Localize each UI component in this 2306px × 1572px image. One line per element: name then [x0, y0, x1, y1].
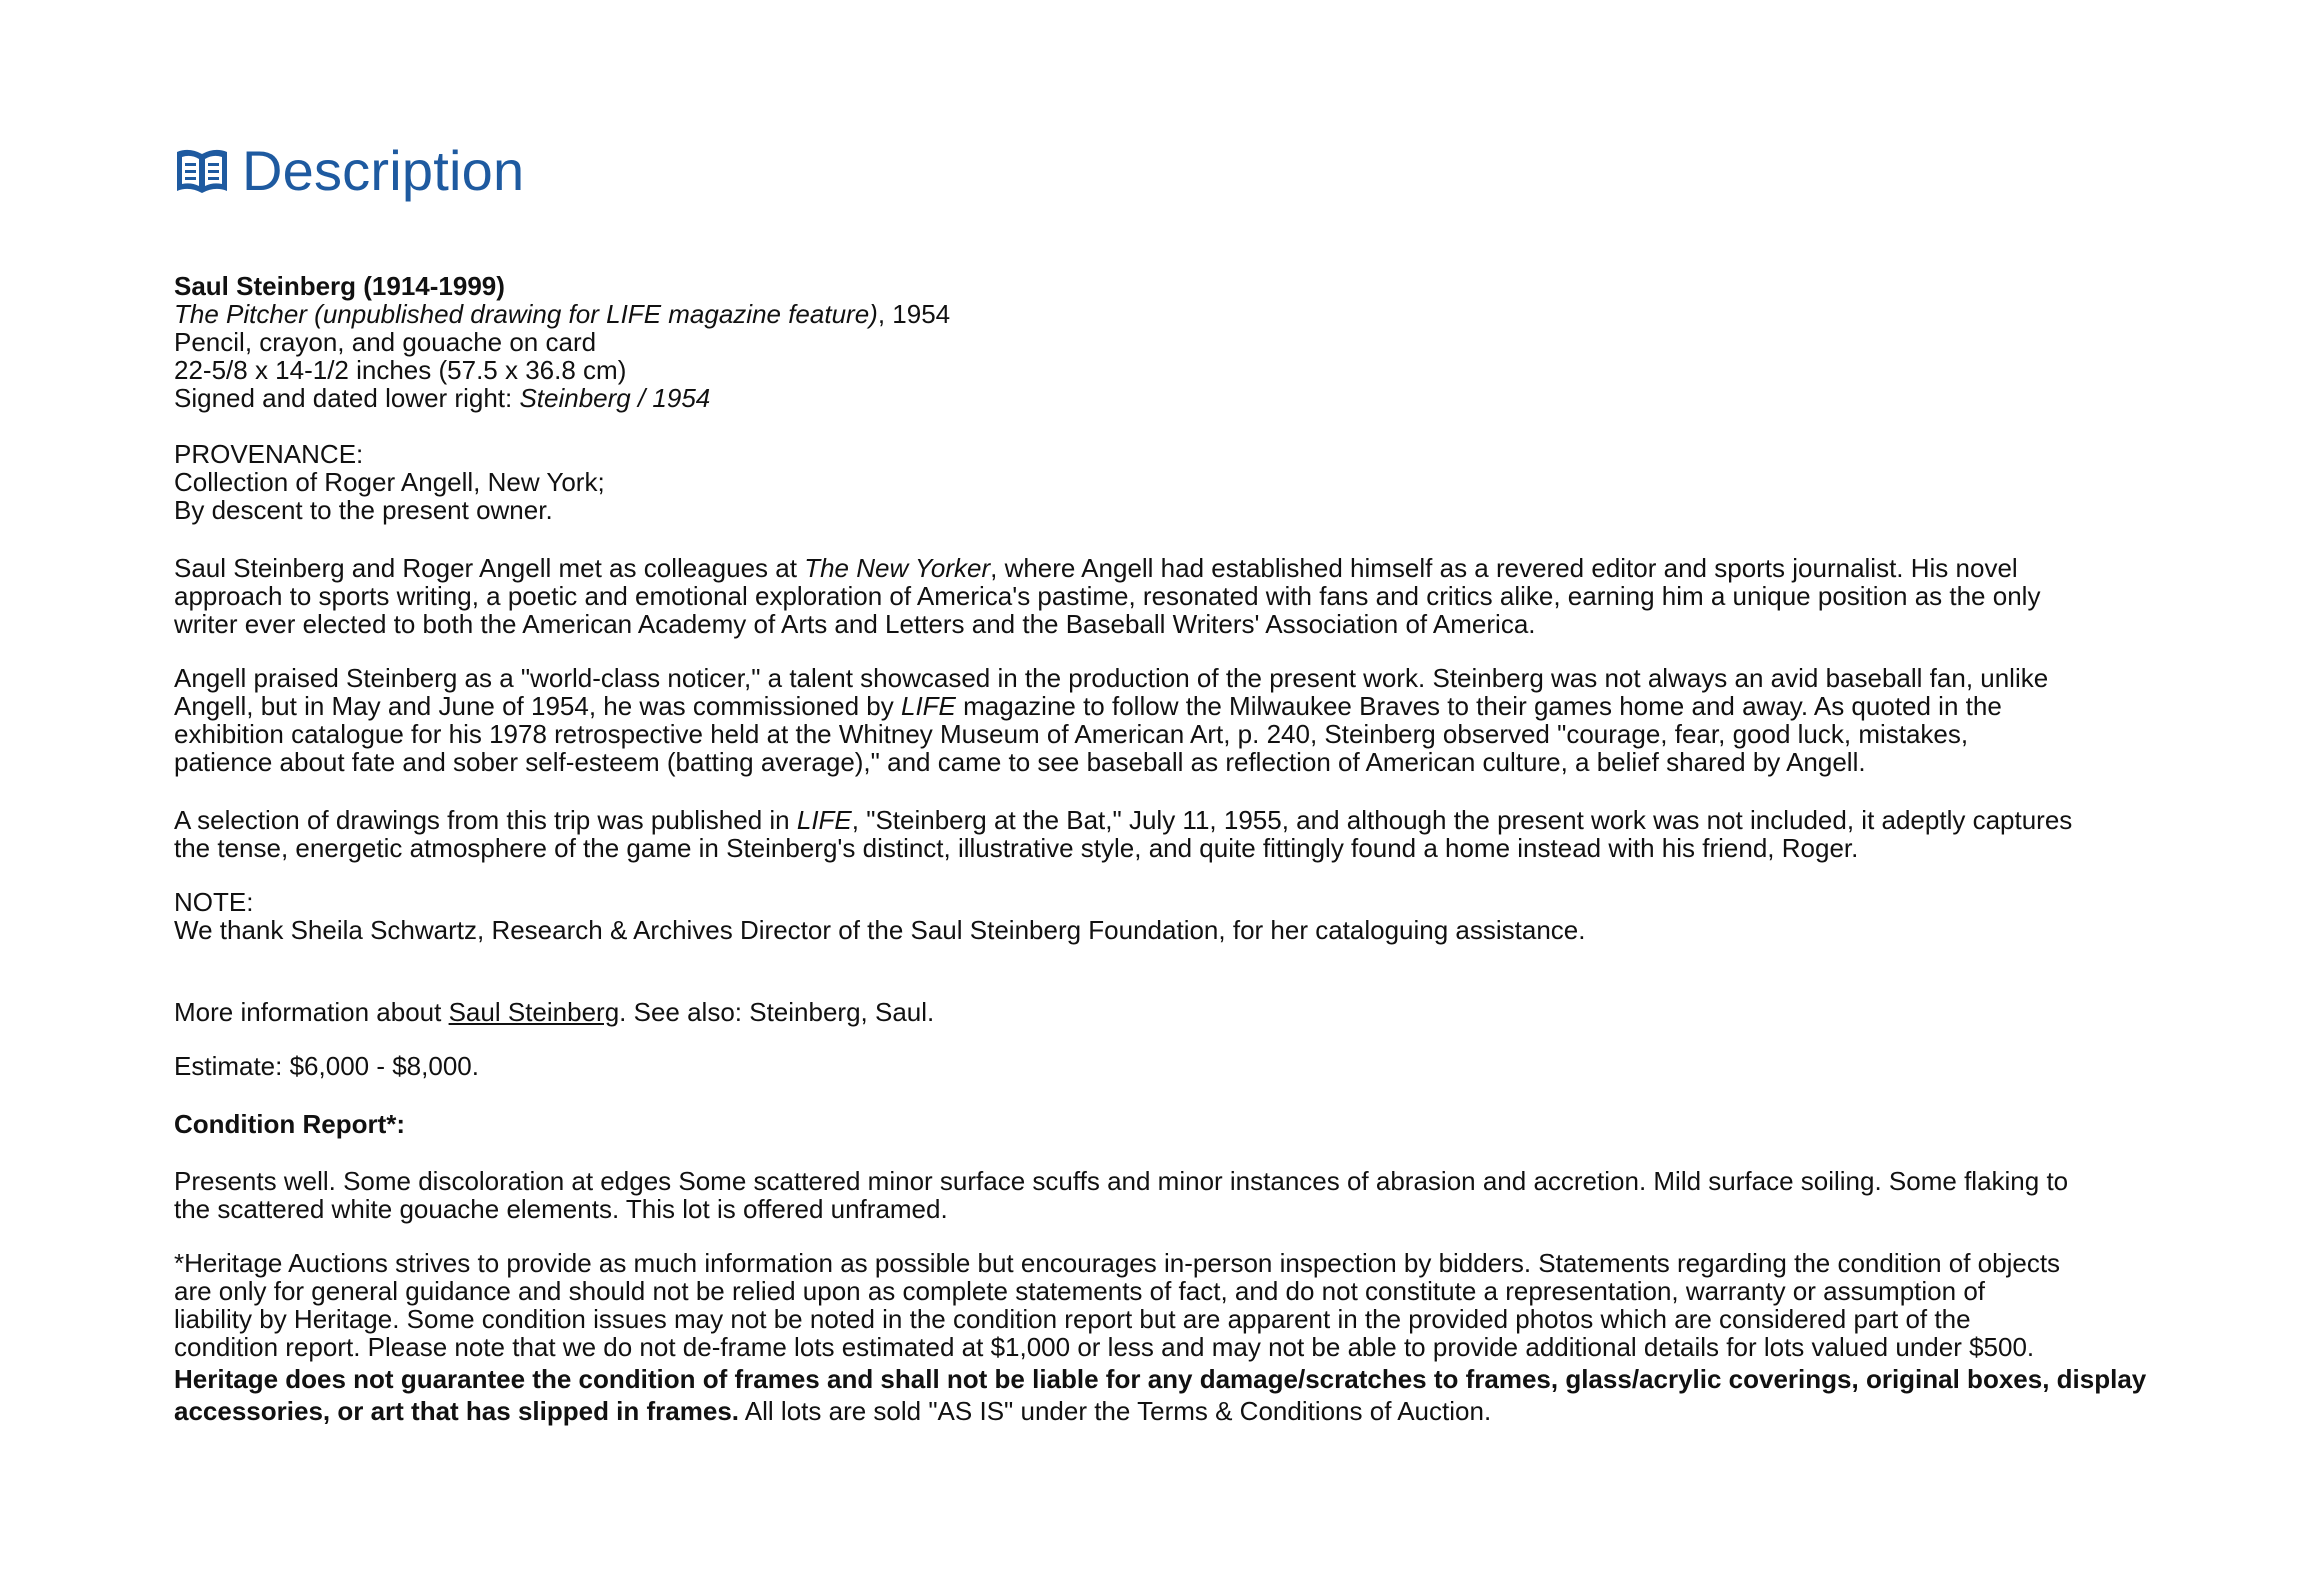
condition-heading-block [174, 1110, 2174, 1138]
disclaimer-text: All lots are sold "AS IS" under the Terms & Conditions of Auction. [739, 1396, 1492, 1426]
provenance-heading: PROVENANCE: [174, 439, 364, 469]
essay-line: writer ever elected to both the American Academy of Arts and Letters and the Baseball Writers' Association of America. [174, 609, 1536, 639]
section-title: Description [242, 139, 525, 202]
essay-line [174, 554, 2174, 582]
essay-line [174, 692, 2174, 720]
essay-line: approach to sports writing, a poetic and emotional exploration of America's pastime, resonated with fans and critics alike, earning him a unique position as the only [174, 581, 2041, 611]
essay-line [174, 806, 2174, 834]
condition-line: Presents well. Some discoloration at edges Some scattered minor surface scuffs and minor instances of abrasion and accretion. Mild surface soiling. Some flaking to [174, 1166, 2069, 1196]
description-section [174, 138, 2174, 1425]
publication-title: The New Yorker [804, 553, 991, 583]
section-header [174, 138, 2174, 204]
disclaimer-line: condition report. Please note that we do not de-frame lots estimated at $1,000 or less and may not be able to provide additional details for lots valued under $500. [174, 1332, 2035, 1362]
essay-text: Angell, but in May and June of 1954, he was commissioned by [174, 691, 901, 721]
condition-text [174, 1167, 2174, 1223]
disclaimer-line [174, 1397, 2174, 1425]
book-open-icon [174, 143, 230, 199]
condition-line: the scattered white gouache elements. This lot is offered unframed. [174, 1194, 948, 1224]
artwork-year: , 1954 [877, 299, 951, 329]
signature-label: Signed and dated lower right: [174, 383, 520, 413]
artwork-title: The Pitcher (unpublished drawing for LIFE magazine feature) [174, 299, 878, 329]
artist-name: Saul Steinberg (1914-1999) [174, 271, 505, 301]
more-info-line [174, 998, 2174, 1026]
essay-paragraph-3 [174, 806, 2174, 862]
provenance-line: Collection of Roger Angell, New York; [174, 467, 605, 497]
artist-link[interactable]: Saul Steinberg [448, 997, 620, 1027]
essay-text: , "Steinberg at the Bat," July 11, 1955, and although the present work was not included, it adeptly captures [851, 805, 2073, 835]
essay-line: the tense, energetic atmosphere of the game in Steinberg's distinct, illustrative style, and quite fittingly found a home instead with his friend, Roger. [174, 833, 1859, 863]
disclaimer-line: liability by Heritage. Some condition issues may not be noted in the condition report but are apparent in the provided photos which are considered part of the [174, 1304, 1971, 1334]
description-body [174, 272, 2174, 1425]
disclaimer-line: are only for general guidance and should not be relied upon as complete statements of fact, and do not constitute a representation, warranty or assumption of [174, 1276, 1985, 1306]
publication-title: LIFE [796, 805, 852, 835]
essay-text: A selection of drawings from this trip was published in [174, 805, 797, 835]
more-info-prefix: More information about [174, 997, 449, 1027]
artwork-details [174, 272, 2174, 412]
provenance-block [174, 440, 2174, 524]
artwork-signature-line [174, 384, 2174, 412]
note-text: We thank Sheila Schwartz, Research & Archives Director of the Saul Steinberg Foundation, for her cataloguing assistance. [174, 915, 1586, 945]
artwork-medium: Pencil, crayon, and gouache on card [174, 327, 597, 357]
artwork-dimensions: 22-5/8 x 14-1/2 inches (57.5 x 36.8 cm) [174, 355, 627, 385]
essay-text: magazine to follow the Milwaukee Braves to their games home and away. As quoted in the [955, 691, 2002, 721]
disclaimer-bold-line: Heritage does not guarantee the condition of frames and shall not be liable for any damage/scratches to frames, glass/acrylic coverings, original boxes, display [174, 1364, 2147, 1394]
artwork-title-line [174, 300, 2174, 328]
signature-text: Steinberg / 1954 [519, 383, 711, 413]
estimate-text: Estimate: $6,000 - $8,000. [174, 1051, 479, 1081]
note-block [174, 888, 2174, 944]
note-heading: NOTE: [174, 887, 254, 917]
essay-paragraph-1 [174, 554, 2174, 638]
essay-text: Saul Steinberg and Roger Angell met as colleagues at [174, 553, 805, 583]
essay-line: exhibition catalogue for his 1978 retrospective held at the Whitney Museum of American Art, p. 240, Steinberg observed "courage, fear, good luck, mistakes, [174, 719, 1969, 749]
estimate-block [174, 1052, 2174, 1080]
essay-text: , where Angell had established himself as a revered editor and sports journalist. His novel [990, 553, 2018, 583]
more-info-text [174, 998, 2174, 1026]
provenance-line: By descent to the present owner. [174, 495, 553, 525]
essay-paragraph-2 [174, 664, 2174, 776]
essay-line: Angell praised Steinberg as a "world-class noticer," a talent showcased in the production of the present work. Steinberg was not always an avid baseball fan, unlike [174, 663, 2049, 693]
essay-line: patience about fate and sober self-esteem (batting average)," and came to see baseball as reflection of American culture, a belief shared by Angell. [174, 747, 1866, 777]
disclaimer-block [174, 1249, 2174, 1425]
disclaimer-bold-text: accessories, or art that has slipped in frames. [174, 1396, 740, 1426]
condition-heading: Condition Report*: [174, 1109, 406, 1139]
more-info-suffix: . See also: Steinberg, Saul. [619, 997, 935, 1027]
publication-title: LIFE [900, 691, 956, 721]
disclaimer-line: *Heritage Auctions strives to provide as much information as possible but encourages in-person inspection by bidders. Statements regarding the condition of objects [174, 1248, 2061, 1278]
